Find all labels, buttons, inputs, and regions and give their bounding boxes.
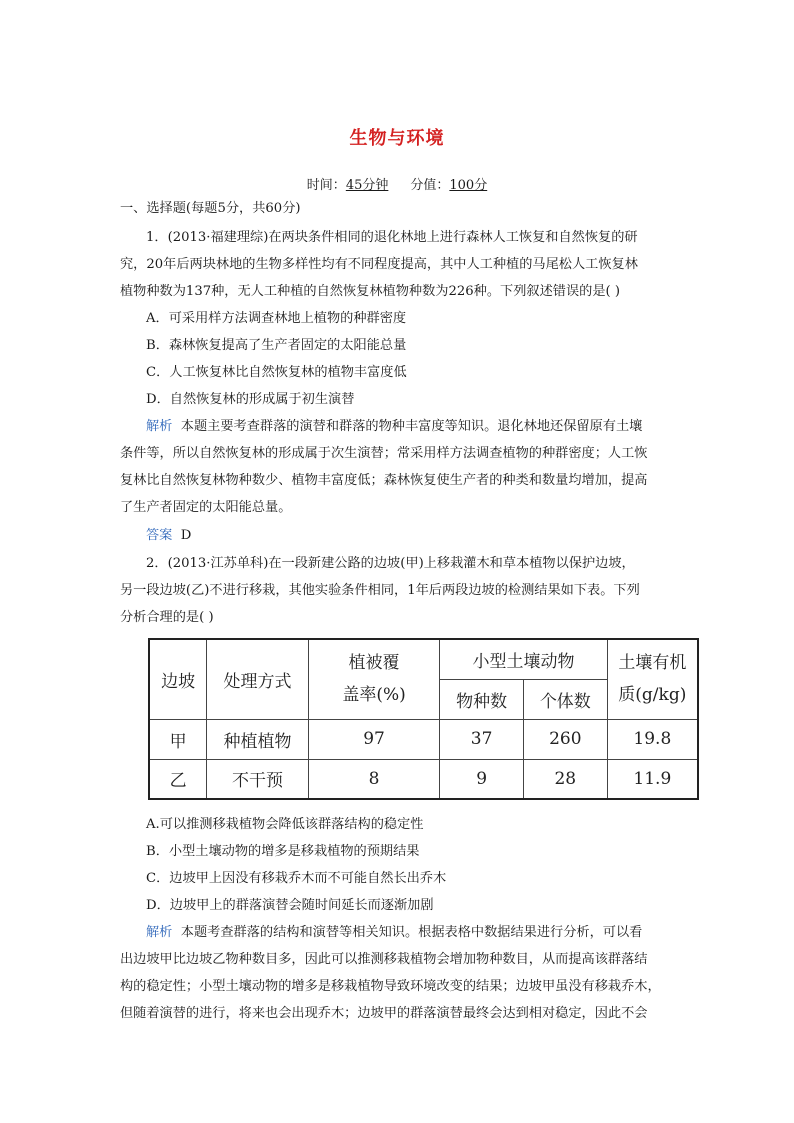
q1-option-a: A．可采用样方法调查林地上植物的种群密度 <box>146 311 407 326</box>
cell-method: 不干预 <box>207 759 309 799</box>
table-header-row-1 <box>149 639 698 679</box>
q1-analysis-line-1 <box>146 414 680 439</box>
table-row <box>149 719 698 759</box>
header-cover-line-2: 盖率(%) <box>342 685 406 706</box>
q1-analysis-label: 解析 <box>146 419 173 434</box>
header-cover-line-1: 植被覆 <box>348 653 400 674</box>
score-label: 分值： <box>410 178 450 193</box>
q2-option-c: C．边坡甲上因没有移栽乔木而不可能自然长出乔木 <box>146 871 447 886</box>
header-count: 个体数 <box>523 679 607 719</box>
table-row <box>149 759 698 799</box>
q1-option-d: D．自然恢复林的形成属于初生演替 <box>146 392 355 407</box>
q2-option-b: B．小型土壤动物的增多是移栽植物的预期结果 <box>146 844 420 859</box>
q2-analysis-line-1 <box>146 920 680 945</box>
q2-option-a: A.可以推测移栽植物会降低该群落结构的稳定性 <box>146 817 424 832</box>
cell-cover: 97 <box>308 719 439 759</box>
header-species: 物种数 <box>440 679 524 719</box>
q2-analysis-line-3: 构的稳定性；小型土壤动物的增多是移栽植物导致环境改变的结果；边坡甲虽没有移栽乔木， <box>120 979 661 994</box>
cell-count: 28 <box>523 759 607 799</box>
q1-option-b: B．森林恢复提高了生产者固定的太阳能总量 <box>146 338 407 353</box>
header-organic-line-2: 质(g/kg) <box>618 685 687 706</box>
cell-slope: 乙 <box>149 759 207 799</box>
q2-stem-line-3: 分析合理的是( ) <box>120 610 214 625</box>
header-cover <box>308 639 439 719</box>
header-organic <box>607 639 698 719</box>
q1-analysis-text-1: 本题主要考查群落的演替和群落的物种丰富度等知识。退化林地还保留原有土壤 <box>180 419 643 434</box>
q1-analysis-line-3: 复林比自然恢复林物种数少、植物丰富度低；森林恢复使生产者的种类和数量均增加，提高 <box>120 473 648 488</box>
cell-species: 9 <box>440 759 524 799</box>
cell-species: 37 <box>440 719 524 759</box>
q1-stem-line-3: 植物种数为137种，无人工种植的自然恢复林植物种数为226种。下列叙述错误的是( ) <box>120 284 621 299</box>
cell-cover: 8 <box>308 759 439 799</box>
q1-analysis-line-4: 了生产者固定的太阳能总量。 <box>120 500 292 515</box>
section-header: 一、选择题(每题5分，共60分) <box>120 201 301 216</box>
q1-answer <box>146 523 680 548</box>
q2-option-d: D．边坡甲上的群落演替会随时间延长而逐渐加剧 <box>146 898 434 913</box>
q2-analysis-label: 解析 <box>146 925 173 940</box>
q2-stem-line-2: 另一段边坡(乙)不进行移栽，其他实验条件相同，1年后两段边坡的检测结果如下表。下列 <box>120 583 640 598</box>
q1-stem-line-2: 究，20年后两块林地的生物多样性均有不同程度提高，其中人工种植的马尾松人工恢复林 <box>120 257 638 272</box>
score-value: 100分 <box>449 178 488 193</box>
header-organic-line-1: 土壤有机 <box>618 653 687 674</box>
q1-option-c: C．人工恢复林比自然恢复林的植物丰富度低 <box>146 365 407 380</box>
cell-organic: 19.8 <box>607 719 698 759</box>
page-title: 生物与环境 <box>349 128 445 149</box>
q2-stem-line-1: 2．(2013·江苏单科)在一段新建公路的边坡(甲)上移栽灌木和草本植物以保护边坡， <box>146 556 635 571</box>
exam-meta <box>0 174 794 193</box>
q2-analysis-line-4: 但随着演替的进行，将来也会出现乔木；边坡甲的群落演替最终会达到相对稳定，因此不会 <box>120 1006 648 1021</box>
q2-analysis-line-2: 出边坡甲比边坡乙物种数目多，因此可以推测移栽植物会增加物种数目，从而提高该群落结 <box>120 952 648 967</box>
q1-stem-line-1: 1．(2013·福建理综)在两块条件相同的退化林地上进行森林人工恢复和自然恢复的研 <box>146 230 638 245</box>
header-soil-animals: 小型土壤动物 <box>440 639 607 679</box>
cell-organic: 11.9 <box>607 759 698 799</box>
header-slope: 边坡 <box>149 639 207 719</box>
cell-slope: 甲 <box>149 719 207 759</box>
cell-method: 种植植物 <box>207 719 309 759</box>
time-label: 时间： <box>306 178 346 193</box>
results-table <box>148 638 699 800</box>
header-method: 处理方式 <box>207 639 309 719</box>
q1-answer-value: D <box>180 528 192 543</box>
q1-analysis-line-2: 条件等，所以自然恢复林的形成属于次生演替；常采用样方法调查植物的种群密度；人工恢 <box>120 446 648 461</box>
time-value: 45分钟 <box>345 178 389 193</box>
q1-answer-label: 答案 <box>146 528 173 543</box>
cell-count: 260 <box>523 719 607 759</box>
q2-analysis-text-1: 本题考查群落的结构和演替等相关知识。根据表格中数据结果进行分析，可以看 <box>180 925 643 940</box>
